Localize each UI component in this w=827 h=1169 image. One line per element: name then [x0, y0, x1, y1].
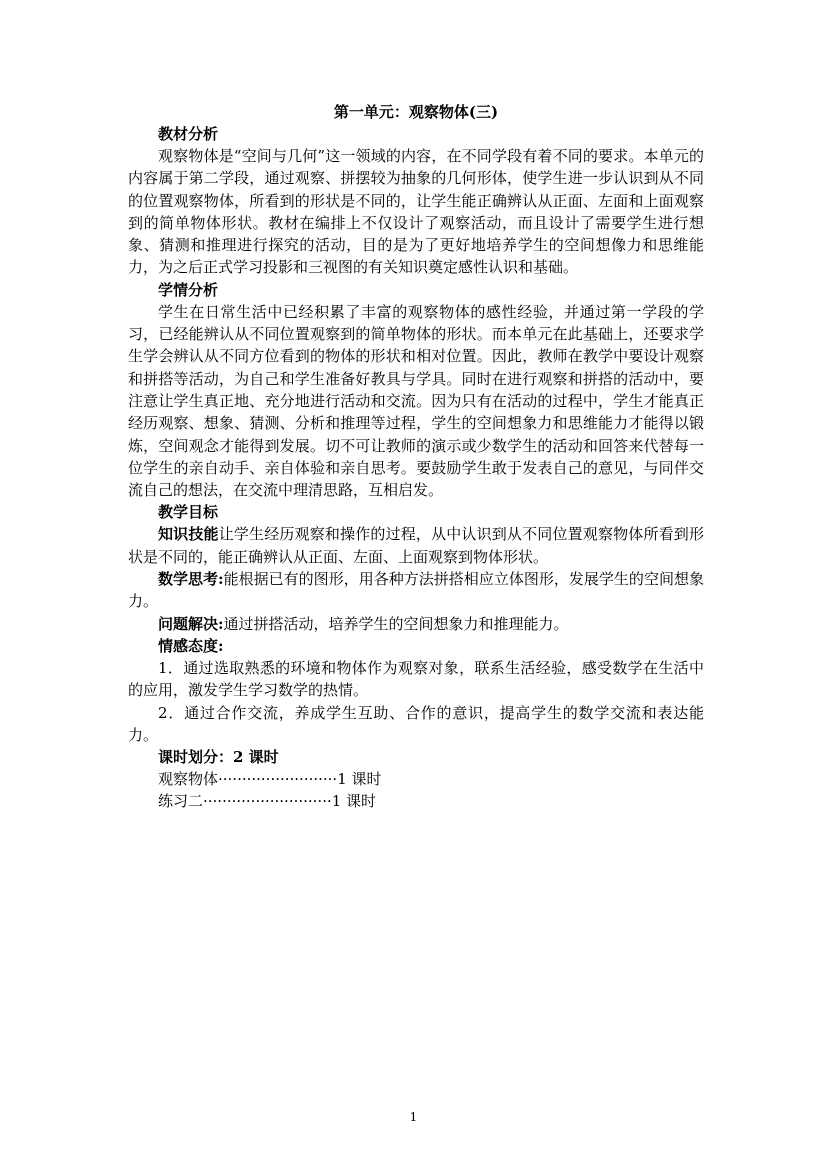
goal-thinking: [128, 568, 704, 613]
page-title: 第一单元：观察物体(三): [333, 103, 499, 121]
document-body: [128, 101, 704, 812]
goal-problem-label: 问题解决:: [158, 614, 224, 633]
goal-knowledge: [128, 523, 704, 568]
goal-attitude-item-2: 2．通过合作交流，养成学生互助、合作的意识，提高学生的数学交流和表达能力。: [128, 703, 704, 744]
goal-knowledge-label: 知识技能: [158, 525, 219, 544]
paragraph-student-analysis: 学生在日常生活中已经积累了丰富的观察物体的感性经验，并通过第一学段的学习，已经能辨认从不同位置观察到的简单物体的形状。而本单元在此基础上，还要求学生学会辨认从不同方位看到的物体的形状和相对位置。因此，教师在教学中要设计观察和拼搭等活动，为自己和学生准备好教具与学具。同时在进行观察和拼搭的活动中，要注意让学生真正地、充分地进行活动和交流。因为只有在活动的过程中，学生才能真正经历观察、想象、猜测、分析和推理等过程，学生的空间想象力和思维能力才能得以锻炼，空间观念才能得到发展。切不可让教师的演示或少数学生的活动和回答来代替每一位学生的亲自动手、亲自体验和亲自思考。要鼓励学生敢于发表自己的意见，与同伴交流自己的想法，在交流中理清思路，互相启发。: [128, 302, 704, 500]
goal-problem-solving: [128, 613, 704, 635]
schedule-row-practice: 练习二···························1 课时: [158, 792, 377, 811]
goal-attitude-label: 情感态度:: [158, 636, 224, 655]
goal-knowledge-text: 让学生经历观察和操作的过程，从中认识到从不同位置观察物体所看到形状是不同的，能正确辨认从正面、左面、上面观察到物体形状。: [128, 525, 704, 566]
goal-problem-text: 通过拼搭活动，培养学生的空间想象力和推理能力。: [223, 614, 569, 633]
goal-thinking-label: 数学思考:: [158, 570, 224, 589]
schedule-row-observe: 观察物体·························1 课时: [158, 770, 382, 789]
goal-thinking-text: 能根据已有的图形，用各种方法拼搭相应立体图形，发展学生的空间想象力。: [128, 570, 704, 611]
heading-student-analysis: 学情分析: [158, 280, 219, 299]
heading-schedule: 课时划分：2 课时: [158, 748, 279, 767]
page-number: 1: [409, 1110, 418, 1124]
heading-teaching-goals: 教学目标: [158, 503, 219, 522]
goal-attitude-item-1: 1．通过选取熟悉的环境和物体作为观察对象，联系生活经验，感受数学在生活中的应用，激发学生学习数学的热情。: [128, 658, 704, 700]
paragraph-material-analysis: 观察物体是“空间与几何”这一领域的内容，在不同学段有着不同的要求。本单元的内容属于第二学段，通过观察、拼摆较为抽象的几何形体，使学生进一步认识到从不同的位置观察物体，所看到的形状是不同的，让学生能正确辨认从正面、左面和上面观察到的简单物体形状。教材在编排上不仅设计了观察活动，而且设计了需要学生进行想象、猜测和推理进行探究的活动，目的是为了更好地培养学生的空间想像力和思维能力，为之后正式学习投影和三视图的有关知识奠定感性认识和基础。: [128, 147, 704, 277]
heading-material-analysis: 教材分析: [158, 125, 219, 143]
